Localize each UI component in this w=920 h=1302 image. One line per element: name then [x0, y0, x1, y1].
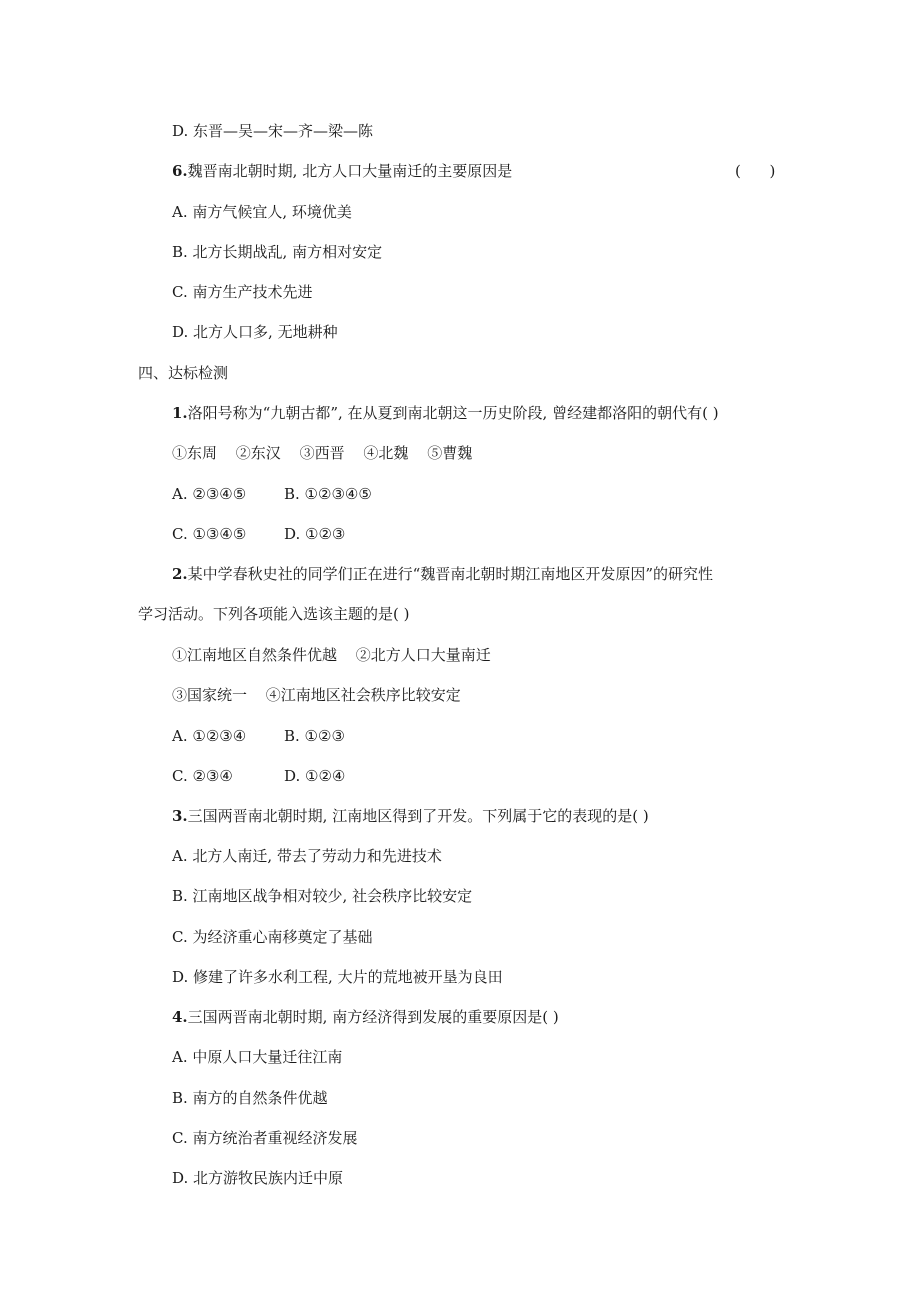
q6-answer-bracket[interactable]: ( )	[735, 162, 776, 180]
t1-options-row2	[172, 524, 345, 544]
q6-number: 6.	[172, 162, 188, 180]
t2-option-c: C. ②③④	[172, 767, 233, 785]
t4-stem-text: 三国两晋南北朝时期, 南方经济得到发展的重要原因是( )	[187, 1008, 559, 1026]
t2-option-a: A. ①②③④	[172, 727, 247, 745]
t2-number: 2.	[172, 565, 188, 583]
t2-stem-line1	[172, 564, 713, 584]
t1-stem	[172, 403, 719, 423]
t1-item: ⑤曹魏	[427, 444, 473, 462]
t2-option-d: D. ①②④	[284, 767, 346, 785]
t1-options-row1	[172, 484, 372, 504]
t1-item: ②东汉	[235, 444, 281, 462]
t2-items-row2	[172, 685, 461, 705]
q6-option-b: B. 北方长期战乱, 南方相对安定	[172, 243, 383, 261]
q6-option-d: D. 北方人口多, 无地耕种	[172, 323, 338, 341]
t3-option-b: B. 江南地区战争相对较少, 社会秩序比较安定	[172, 887, 473, 905]
t1-items	[172, 443, 472, 463]
q5-option-d: D. 东晋—吴—宋—齐—梁—陈	[172, 122, 374, 140]
t3-option-c: C. 为经济重心南移奠定了基础	[172, 928, 373, 946]
t1-item: ④北魏	[363, 444, 409, 462]
t2-item: ④江南地区社会秩序比较安定	[265, 686, 461, 704]
t2-options-row1	[172, 726, 345, 746]
t4-option-b: B. 南方的自然条件优越	[172, 1089, 328, 1107]
t1-number: 1.	[172, 404, 188, 422]
t2-options-row2	[172, 766, 345, 786]
t1-option-d: D. ①②③	[284, 525, 346, 543]
t2-item: ②北方人口大量南迁	[355, 646, 491, 664]
t1-item: ③西晋	[299, 444, 345, 462]
t3-option-d: D. 修建了许多水利工程, 大片的荒地被开垦为良田	[172, 968, 503, 986]
t2-item: ①江南地区自然条件优越	[172, 646, 338, 664]
t1-option-b: B. ①②③④⑤	[284, 485, 372, 503]
t2-stem-text: 某中学春秋史社的同学们正在进行“魏晋南北朝时期江南地区开发原因”的研究性	[187, 565, 714, 583]
t4-option-d: D. 北方游牧民族内迁中原	[172, 1169, 344, 1187]
t1-item: ①东周	[172, 444, 218, 462]
t1-stem-text: 洛阳号称为“九朝古都”, 在从夏到南北朝这一历史阶段, 曾经建都洛阳的朝代有( )	[187, 404, 719, 422]
t3-number: 3.	[172, 807, 188, 825]
t2-items-row1	[172, 645, 491, 665]
q6-stem	[172, 161, 512, 181]
t1-option-c: C. ①③④⑤	[172, 525, 247, 543]
q6-option-a: A. 南方气候宜人, 环境优美	[172, 203, 352, 221]
t2-option-b: B. ①②③	[284, 727, 345, 745]
t1-option-a: A. ②③④⑤	[172, 485, 247, 503]
t2-stem-line2: 学习活动。下列各项能入选该主题的是( )	[138, 605, 410, 623]
t3-option-a: A. 北方人南迁, 带去了劳动力和先进技术	[172, 847, 442, 865]
t4-stem	[172, 1007, 559, 1027]
q6-stem-text: 魏晋南北朝时期, 北方人口大量南迁的主要原因是	[187, 162, 513, 180]
t4-option-c: C. 南方统治者重视经济发展	[172, 1129, 358, 1147]
q6-option-c: C. 南方生产技术先进	[172, 283, 313, 301]
t3-stem-text: 三国两晋南北朝时期, 江南地区得到了开发。下列属于它的表现的是( )	[187, 807, 649, 825]
t2-item: ③国家统一	[172, 686, 248, 704]
section-title: 四、达标检测	[138, 364, 229, 382]
t4-number: 4.	[172, 1008, 188, 1026]
t3-stem	[172, 806, 649, 826]
t4-option-a: A. 中原人口大量迁往江南	[172, 1048, 343, 1066]
